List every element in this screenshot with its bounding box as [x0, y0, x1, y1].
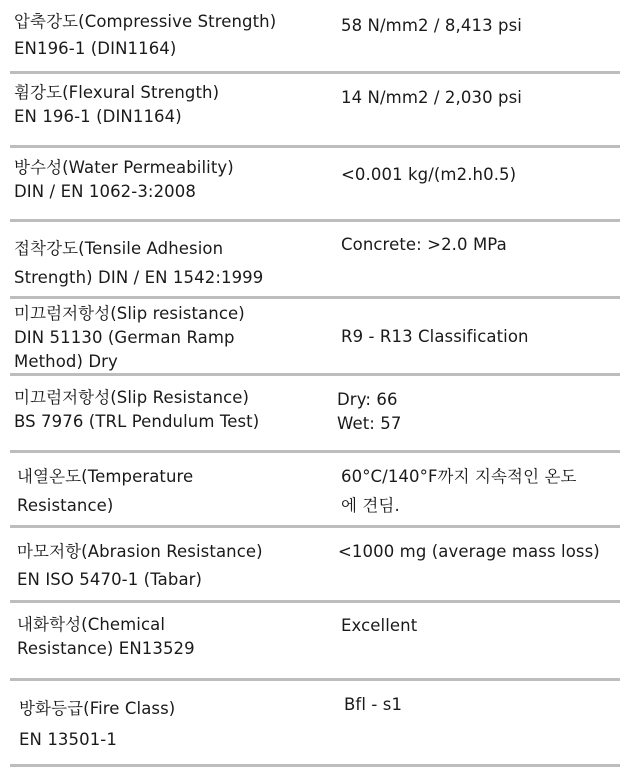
table-row — [10, 453, 620, 528]
property-cell: 압축강도(Compressive Strength) EN196-1 (DIN1164) — [14, 12, 277, 58]
table-row — [10, 603, 620, 681]
table-row — [10, 0, 620, 74]
value-cell: 58 N/mm2 / 8,413 psi — [341, 16, 522, 35]
value-cell: 60°C/140°F까지 지속적인 온도 에 견딤. — [341, 467, 577, 515]
property-cell: 미끄럼저항성(Slip Resistance) BS 7976 (TRL Pendulum Test) — [14, 388, 260, 431]
property-cell: 내열온도(Temperature Resistance) — [17, 467, 194, 515]
table-row — [10, 148, 620, 222]
value-cell: <0.001 kg/(m2.h0.5) — [341, 165, 517, 184]
table-row — [10, 222, 620, 299]
value-cell: Concrete: >2.0 MPa — [341, 235, 507, 254]
property-cell: 접착강도(Tensile Adhesion Strength) DIN / EN 1542:1999 — [14, 239, 264, 287]
value-cell: <1000 mg (average mass loss) — [338, 542, 600, 561]
value-cell: 14 N/mm2 / 2,030 psi — [341, 88, 522, 107]
value-cell: R9 - R13 Classification — [341, 327, 529, 346]
property-cell: 휨강도(Flexural Strength) EN 196-1 (DIN1164) — [14, 83, 220, 126]
property-cell: 방화등급(Fire Class) EN 13501-1 — [19, 699, 176, 749]
table-row — [10, 74, 620, 148]
value-cell: Dry: 66 Wet: 57 — [337, 390, 402, 433]
property-cell: 미끄럼저항성(Slip resistance) DIN 51130 (German Ramp Method) Dry — [14, 304, 245, 371]
value-cell: Bfl - s1 — [344, 695, 403, 714]
value-cell: Excellent — [341, 616, 418, 635]
table-row — [10, 681, 620, 767]
table-row — [10, 376, 620, 453]
property-cell: 내화학성(Chemical Resistance) EN13529 — [17, 615, 195, 658]
property-cell: 마모저항(Abrasion Resistance) EN ISO 5470-1 (Tabar) — [17, 542, 263, 589]
table-row — [10, 299, 620, 376]
table-row — [10, 528, 620, 603]
property-cell: 방수성(Water Permeability) DIN / EN 1062-3:2008 — [14, 158, 234, 201]
